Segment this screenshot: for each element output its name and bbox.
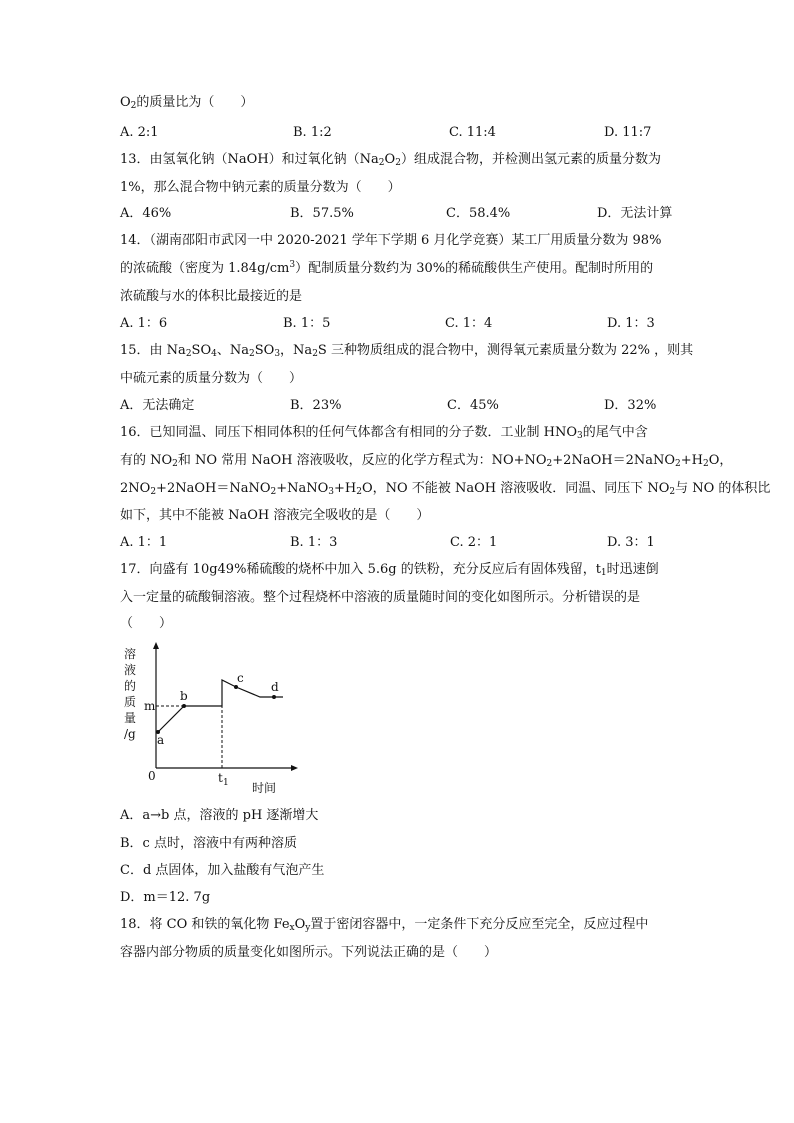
y-axis-label-4: 质 xyxy=(124,695,137,709)
text: O xyxy=(384,152,396,167)
solution-mass-graph xyxy=(118,640,308,800)
text: 的质量比为（ ） xyxy=(136,95,254,110)
subscript: 1 xyxy=(600,568,607,578)
q17-option-b: B．c 点时，溶液中有两种溶质 xyxy=(120,836,297,851)
text: 17．向盛有 10g49%稀硫酸的烧杯中加入 5.6g 的铁粉，充分反应后有固体残留，t xyxy=(120,562,601,577)
q16-option-b: B. 1：3 xyxy=(290,535,338,550)
q12-option-d: D. 11:7 xyxy=(604,125,652,140)
label-t-sub: 1 xyxy=(223,778,229,788)
text: ）配制质量分数约为 30%的稀硫酸供生产使用。配制时所用的 xyxy=(295,261,654,276)
subscript: 2 xyxy=(130,101,137,111)
q13-option-a: A．46% xyxy=(120,206,172,221)
subscript: 2 xyxy=(312,349,318,359)
subscript: 3 xyxy=(328,487,335,497)
q12-tail xyxy=(120,95,253,111)
text: 和 NO 常用 NaOH 溶液吸收，反应的化学方程式为：NO+NO xyxy=(177,453,547,468)
text: O xyxy=(294,917,306,932)
text: 时迅速倒 xyxy=(606,562,659,577)
y-axis-label-6: /g xyxy=(124,727,136,741)
subscript: 3 xyxy=(274,349,281,359)
q17-line-2: 入一定量的硫酸铜溶液。整个过程烧杯中溶液的质量随时间的变化如图所示。分析错误的是 xyxy=(120,590,641,605)
q15-option-c: C．45% xyxy=(447,398,499,413)
x-axis-label: 时间 xyxy=(252,781,277,795)
y-axis-label-3: 的 xyxy=(124,679,137,693)
y-axis-label-2: 液 xyxy=(124,663,137,677)
text: 有的 NO xyxy=(120,453,173,468)
q17-option-d: D．m＝12. 7g xyxy=(120,890,211,905)
q15-line-1 xyxy=(120,343,693,359)
q17-option-c: C．d 点固体，加入盐酸有气泡产生 xyxy=(120,863,325,878)
q15-option-b: B．23% xyxy=(290,398,342,413)
text: O， xyxy=(708,453,733,468)
q16-line-4: 如下，其中不能被 NaOH 溶液完全吸收的是（ ） xyxy=(120,508,430,523)
q18-line-2: 容器内部分物质的质量变化如图所示。下列说法正确的是（ ） xyxy=(120,945,498,960)
text: SO xyxy=(191,343,212,358)
subscript: 2 xyxy=(185,349,192,359)
subscript: x xyxy=(289,923,295,933)
q13-option-d: D．无法计算 xyxy=(597,206,673,221)
label-d: d xyxy=(271,680,279,694)
subscript: 4 xyxy=(211,349,217,359)
text: S 三种物质组成的混合物中，测得氧元素质量分数为 22% ，则其 xyxy=(317,343,694,358)
text: +2NaOH＝2NaNO xyxy=(552,453,675,468)
subscript: 2 xyxy=(172,459,178,469)
q16-line-2 xyxy=(120,453,732,469)
q13-line-1 xyxy=(120,152,661,168)
text: +2NaOH＝NaNO xyxy=(156,481,271,496)
label-b: b xyxy=(180,689,188,703)
q16-option-c: C. 2：1 xyxy=(450,535,498,550)
text: ，Na xyxy=(280,343,313,358)
label-m: m xyxy=(144,699,156,713)
text: 13．由氢氧化钠（NaOH）和过氧化钠（Na xyxy=(120,152,379,167)
text: +NaNO xyxy=(276,481,329,496)
q16-option-a: A. 1：1 xyxy=(120,535,168,550)
q15-option-a: A．无法确定 xyxy=(120,398,195,413)
text: 18．将 CO 和铁的氧化物 Fe xyxy=(120,917,290,932)
q13-line-2: 1%，那么混合物中钠元素的质量分数为（ ） xyxy=(120,180,401,195)
text: O，NO 不能被 NaOH 溶液吸收．同温、同压下 NO xyxy=(362,481,670,496)
q14-line-2 xyxy=(120,261,653,277)
q14-option-c: C. 1：4 xyxy=(445,316,493,331)
q12-option-b: B. 1:2 xyxy=(293,125,332,140)
text: 2NO xyxy=(120,481,151,496)
q16-option-d: D. 3：1 xyxy=(607,535,655,550)
text: ）组成混合物，并检测出氢元素的质量分数为 xyxy=(400,152,661,167)
q15-line-2: 中硫元素的质量分数为（ ） xyxy=(120,371,303,386)
subscript: 2 xyxy=(675,459,681,469)
point-b xyxy=(182,704,186,708)
q13-option-c: C．58.4% xyxy=(446,206,511,221)
q12-option-a: A. 2:1 xyxy=(120,125,159,140)
subscript: 2 xyxy=(270,487,277,497)
text: 置于密闭容器中，一定条件下充分反应至完全，反应过程中 xyxy=(310,917,649,932)
q17-line-1 xyxy=(120,562,659,578)
text: 的尾气中含 xyxy=(582,425,648,440)
q12-option-c: C. 11:4 xyxy=(449,125,496,140)
subscript: 2 xyxy=(546,459,553,469)
text: 的浓硫酸（密度为 1.84g/cm xyxy=(120,261,290,276)
superscript: 3 xyxy=(289,260,296,270)
q14-option-a: A. 1：6 xyxy=(120,316,168,331)
point-d xyxy=(272,695,276,699)
text: SO xyxy=(254,343,275,358)
text: 、Na xyxy=(216,343,249,358)
q13-option-b: B．57.5% xyxy=(290,206,354,221)
q17-option-a: A．a→b 点，溶液的 pH 逐渐增大 xyxy=(120,808,319,823)
q14-option-d: D. 1：3 xyxy=(607,316,655,331)
subscript: y xyxy=(305,923,311,933)
text: 16．已知同温、同压下相同体积的任何气体都含有相同的分子数．工业制 HNO xyxy=(120,425,578,440)
text: 15．由 Na xyxy=(120,343,186,358)
q14-line-1: 14．（湖南邵阳市武冈一中 2020-2021 学年下学期 6 月化学竞赛）某工厂用质量分数为 98% xyxy=(120,233,662,248)
q16-line-1 xyxy=(120,425,648,441)
subscript: 2 xyxy=(395,158,401,168)
subscript: 2 xyxy=(356,487,362,497)
q15-option-d: D．32% xyxy=(604,398,657,413)
text: O xyxy=(120,95,131,110)
x-axis-arrow xyxy=(291,765,298,771)
label-a: a xyxy=(157,733,165,747)
subscript: 2 xyxy=(150,487,157,497)
subscript: 2 xyxy=(669,487,676,497)
y-axis-label-1: 溶 xyxy=(124,647,137,661)
label-origin: 0 xyxy=(148,769,156,783)
subscript: 2 xyxy=(378,158,385,168)
q14-option-b: B. 1：5 xyxy=(283,316,331,331)
text: +H xyxy=(334,481,357,496)
q18-line-1 xyxy=(120,917,648,933)
q17-line-3: （ ） xyxy=(120,616,173,631)
label-t: t xyxy=(218,771,223,785)
subscript: 2 xyxy=(702,459,709,469)
point-c xyxy=(234,685,238,689)
label-c: c xyxy=(237,671,244,685)
q14-line-3: 浓硫酸与水的体积比最接近的是 xyxy=(120,289,303,304)
subscript: 2 xyxy=(249,349,255,359)
subscript: 3 xyxy=(577,431,583,441)
text: 与 NO 的体积比 xyxy=(675,481,771,496)
text: +H xyxy=(680,453,703,468)
y-axis-arrow xyxy=(153,642,159,649)
q16-line-3 xyxy=(120,481,770,497)
y-axis-label-5: 量 xyxy=(124,711,137,725)
